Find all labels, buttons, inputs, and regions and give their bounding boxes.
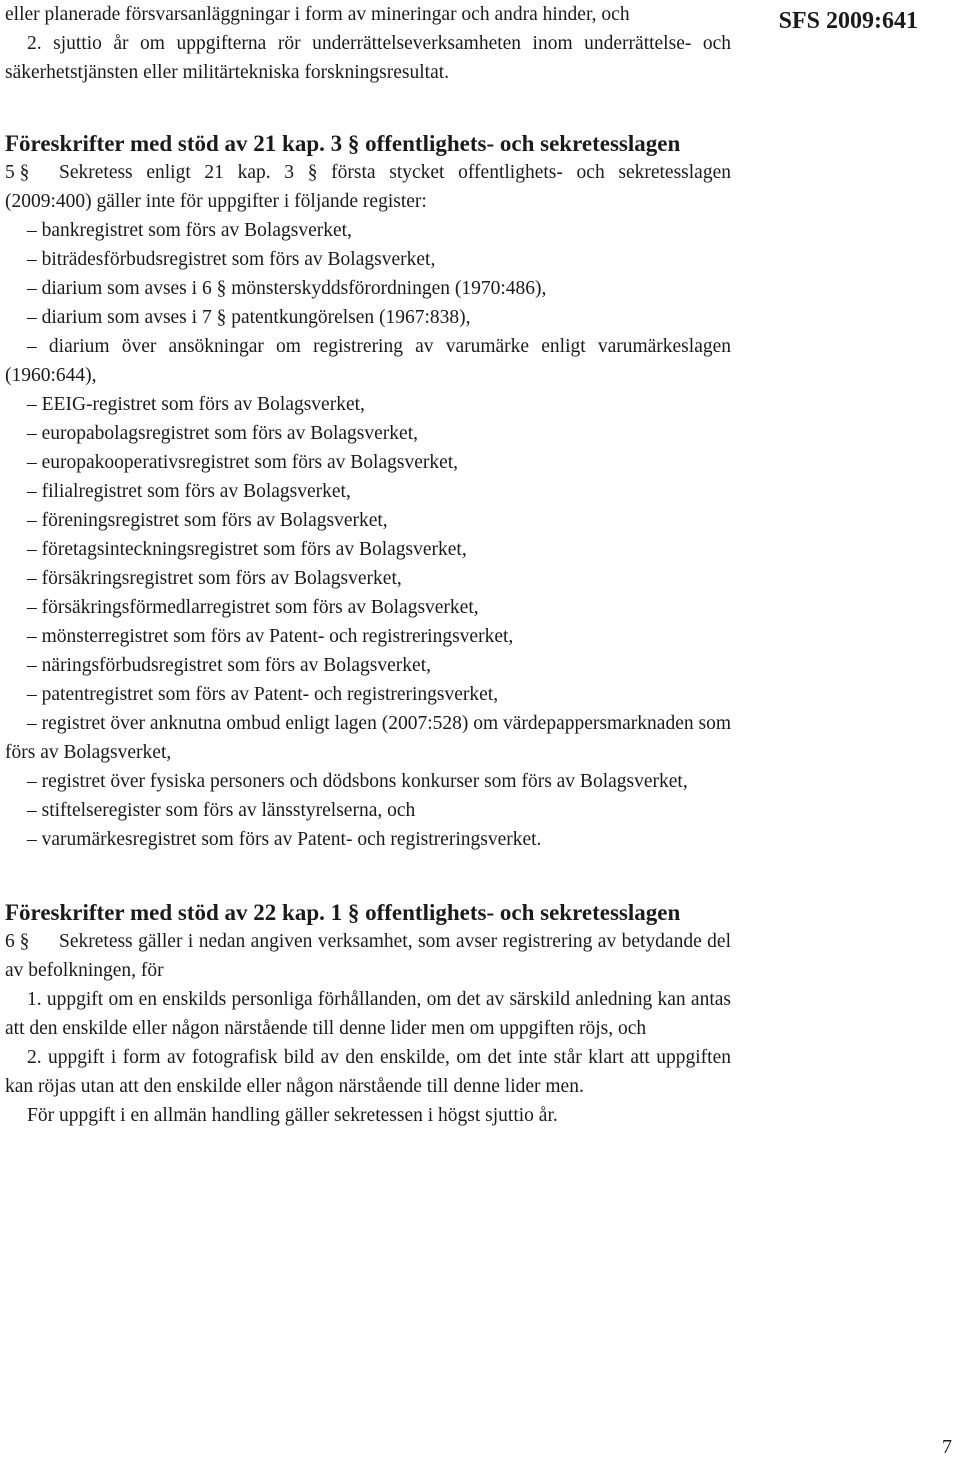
list-item: – diarium som avses i 6 § mönsterskyddsförordningen (1970:486), xyxy=(27,278,547,299)
paragraph-number-6: 6 § xyxy=(5,931,30,952)
section-21-heading: Föreskrifter med stöd av 21 kap. 3 § offentlighets- och sekretesslagen xyxy=(5,131,681,156)
top-line-2: 2. sjuttio år om uppgifterna rör underrättelseverksamheten inom underrättelse- och säkerhetstjänsten eller militärtekniska forskningsresultat. xyxy=(5,33,731,83)
page-number: 7 xyxy=(942,1436,952,1458)
list-item: 2. uppgift i form av fotografisk bild av den enskilde, om det inte står klart att uppgiften kan röjas utan att den enskilde eller någon närstående till denne lider men. xyxy=(5,1047,731,1097)
list-item: – mönsterregistret som förs av Patent- och registreringsverket, xyxy=(27,626,514,647)
list-item: – företagsinteckningsregistret som förs av Bolagsverket, xyxy=(27,539,467,560)
section-21-intro-text: Sekretess enligt 21 kap. 3 § första stycket offentlighets- och sekretesslagen (2009:400) gäller inte för uppgifter i följande register: xyxy=(5,162,731,212)
section-22-heading: Föreskrifter med stöd av 22 kap. 1 § offentlighets- och sekretesslagen xyxy=(5,900,681,925)
list-item: – näringsförbudsregistret som förs av Bolagsverket, xyxy=(27,655,431,676)
register-list xyxy=(5,216,731,854)
list-item: – diarium över ansökningar om registrering av varumärke enligt varumärkeslagen (1960:644), xyxy=(5,336,731,386)
list-item: – diarium som avses i 7 § patentkungörelsen (1967:838), xyxy=(27,307,471,328)
list-item: – föreningsregistret som förs av Bolagsverket, xyxy=(27,510,388,531)
section-21-intro xyxy=(5,158,731,216)
list-item: – varumärkesregistret som förs av Patent- och registreringsverket. xyxy=(27,829,542,850)
top-line-1: eller planerade försvarsanläggningar i form av mineringar och andra hinder, och xyxy=(5,4,630,25)
list-item: – registret över fysiska personers och dödsbons konkurser som förs av Bolagsverket, xyxy=(27,771,688,792)
list-item: – biträdesförbudsregistret som förs av Bolagsverket, xyxy=(27,249,436,270)
list-item: – filialregistret som förs av Bolagsverket, xyxy=(27,481,351,502)
closing-paragraph: För uppgift i en allmän handling gäller sekretessen i högst sjuttio år. xyxy=(27,1105,558,1126)
list-item: 1. uppgift om en enskilds personliga förhållanden, om det av särskild anledning kan antas att den enskilde eller någon närstående till denne lider men om uppgiften röjs, och xyxy=(5,989,731,1039)
document-body xyxy=(5,0,731,1130)
list-item: – europabolagsregistret som förs av Bolagsverket, xyxy=(27,423,418,444)
sfs-number: SFS 2009:641 xyxy=(778,8,918,34)
paragraph-number-5: 5 § xyxy=(5,162,30,183)
list-item: – registret över anknutna ombud enligt lagen (2007:528) om värdepappersmarknaden som förs av Bolagsverket, xyxy=(5,713,731,763)
list-item: – EEIG-registret som förs av Bolagsverket, xyxy=(27,394,365,415)
list-item: – försäkringsregistret som förs av Bolagsverket, xyxy=(27,568,402,589)
list-item: – patentregistret som förs av Patent- och registreringsverket, xyxy=(27,684,499,705)
list-item: – bankregistret som förs av Bolagsverket, xyxy=(27,220,352,241)
section-22-intro-text: Sekretess gäller i nedan angiven verksamhet, som avser registrering av betydande del av befolkningen, för xyxy=(5,931,731,981)
list-item: – stiftelseregister som förs av länsstyrelserna, och xyxy=(27,800,416,821)
list-item: – försäkringsförmedlarregistret som förs av Bolagsverket, xyxy=(27,597,479,618)
section-22-intro xyxy=(5,927,731,985)
list-item: – europakooperativsregistret som förs av Bolagsverket, xyxy=(27,452,459,473)
